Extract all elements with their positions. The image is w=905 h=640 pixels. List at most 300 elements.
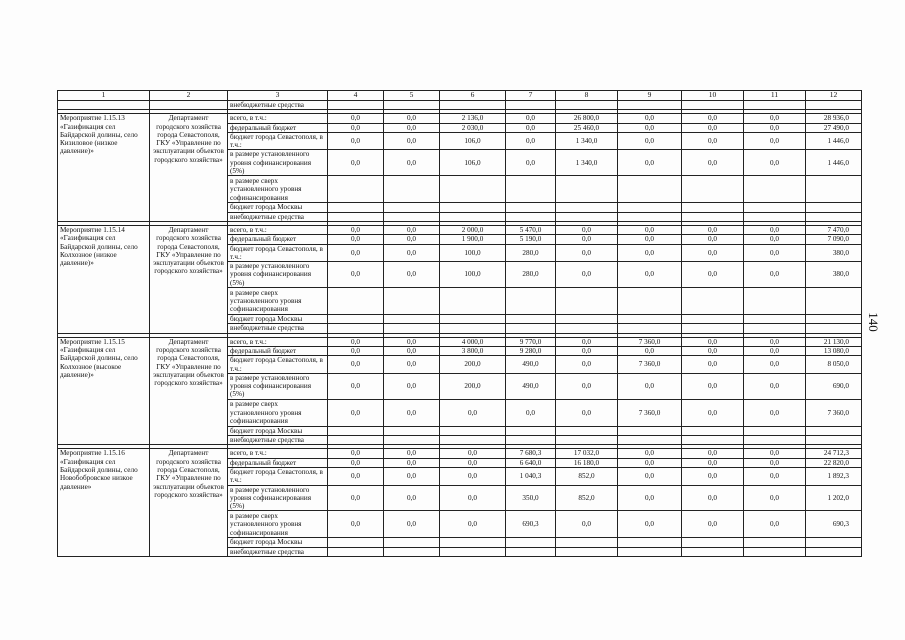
value-cell: 0,0 [682, 244, 744, 262]
row-label: федеральный бюджет [228, 235, 328, 244]
value-cell: 0,0 [384, 356, 440, 374]
value-cell: 690,3 [806, 511, 862, 538]
row-label: внебюджетные средства [228, 547, 328, 556]
value-cell: 0,0 [682, 123, 744, 132]
value-cell: 0,0 [506, 114, 556, 123]
value-cell: 0,0 [618, 114, 682, 123]
column-header: 10 [682, 91, 744, 101]
value-cell [384, 547, 440, 556]
value-cell [440, 538, 506, 547]
value-cell [618, 426, 682, 435]
value-cell: 0,0 [744, 244, 806, 262]
executor-name: Департамент городского хозяйства города Севастополя, ГКУ «Управление по эксплуатации объектов городского хозяйства» [150, 449, 228, 557]
row-label: бюджет города Москвы [228, 426, 328, 435]
value-cell: 0,0 [682, 511, 744, 538]
value-cell: 1 340,0 [556, 132, 618, 150]
value-cell: 0,0 [384, 458, 440, 467]
value-cell: 21 130,0 [806, 337, 862, 346]
value-cell: 0,0 [618, 458, 682, 467]
value-cell [440, 426, 506, 435]
value-cell [682, 176, 744, 203]
value-cell: 0,0 [618, 225, 682, 234]
row-label: в размере сверх установленного уровня софинансирования [228, 511, 328, 538]
value-cell: 24 712,3 [806, 449, 862, 458]
value-cell: 0,0 [744, 132, 806, 150]
value-cell [806, 538, 862, 547]
row-label: в размере установленного уровня софинансирования (5%) [228, 373, 328, 399]
column-header: 6 [440, 91, 506, 101]
value-cell [440, 176, 506, 203]
value-cell: 106,0 [440, 150, 506, 176]
value-cell: 0,0 [744, 114, 806, 123]
value-cell: 16 180,0 [556, 458, 618, 467]
value-cell [806, 203, 862, 212]
value-cell: 5 190,0 [506, 235, 556, 244]
value-cell [806, 315, 862, 324]
value-cell [806, 212, 862, 221]
row-label: в размере установленного уровня софинансирования (5%) [228, 150, 328, 176]
value-cell: 0,0 [618, 449, 682, 458]
row-label: федеральный бюджет [228, 346, 328, 355]
row-label: внебюджетные средства [228, 212, 328, 221]
value-cell: 0,0 [328, 373, 384, 399]
value-cell [806, 288, 862, 315]
row-label: в размере сверх установленного уровня софинансирования [228, 288, 328, 315]
column-header: 11 [744, 91, 806, 101]
value-cell [328, 547, 384, 556]
value-cell: 0,0 [506, 123, 556, 132]
value-cell [506, 315, 556, 324]
value-cell [618, 315, 682, 324]
value-cell: 0,0 [556, 244, 618, 262]
value-cell: 0,0 [328, 399, 384, 426]
value-cell: 0,0 [744, 346, 806, 355]
value-cell [744, 203, 806, 212]
value-cell: 280,0 [506, 262, 556, 288]
value-cell: 0,0 [682, 150, 744, 176]
value-cell [384, 288, 440, 315]
value-cell [682, 436, 744, 445]
value-cell: 0,0 [384, 235, 440, 244]
value-cell: 22 820,0 [806, 458, 862, 467]
value-cell [440, 212, 506, 221]
value-cell: 280,0 [506, 244, 556, 262]
value-cell: 27 490,0 [806, 123, 862, 132]
table-row [58, 337, 862, 346]
row-label: всего, в т.ч.: [228, 114, 328, 123]
value-cell [384, 315, 440, 324]
budget-table [57, 90, 862, 557]
value-cell: 3 800,0 [440, 346, 506, 355]
value-cell: 0,0 [556, 337, 618, 346]
value-cell [440, 436, 506, 445]
value-cell: 0,0 [618, 262, 682, 288]
column-header: 9 [618, 91, 682, 101]
value-cell [440, 203, 506, 212]
value-cell: 0,0 [744, 235, 806, 244]
value-cell: 4 000,0 [440, 337, 506, 346]
value-cell: 6 640,0 [506, 458, 556, 467]
value-cell: 0,0 [328, 485, 384, 511]
value-cell: 0,0 [328, 262, 384, 288]
value-cell: 0,0 [744, 485, 806, 511]
value-cell: 0,0 [682, 114, 744, 123]
value-cell [682, 538, 744, 547]
value-cell [556, 203, 618, 212]
value-cell: 0,0 [682, 132, 744, 150]
value-cell: 0,0 [556, 262, 618, 288]
value-cell: 0,0 [556, 235, 618, 244]
value-cell [556, 176, 618, 203]
value-cell [506, 324, 556, 333]
value-cell [618, 547, 682, 556]
value-cell: 1 900,0 [440, 235, 506, 244]
value-cell: 1 892,3 [806, 467, 862, 485]
column-header: 12 [806, 91, 862, 101]
value-cell: 0,0 [682, 449, 744, 458]
executor-name: Департамент городского хозяйства города Севастополя, ГКУ «Управление по эксплуатации объектов городского хозяйства» [150, 114, 228, 222]
row-label: бюджет города Севастополя, в т.ч.: [228, 467, 328, 485]
value-cell: 380,0 [806, 244, 862, 262]
column-header: 2 [150, 91, 228, 101]
value-cell: 8 050,0 [806, 356, 862, 374]
value-cell [440, 315, 506, 324]
value-cell: 0,0 [440, 458, 506, 467]
value-cell: 0,0 [328, 150, 384, 176]
value-cell [328, 426, 384, 435]
value-cell [744, 547, 806, 556]
value-cell: 0,0 [440, 399, 506, 426]
value-cell: 0,0 [384, 449, 440, 458]
value-cell: 0,0 [682, 262, 744, 288]
value-cell: 0,0 [556, 511, 618, 538]
value-cell: 0,0 [744, 356, 806, 374]
value-cell [744, 212, 806, 221]
value-cell: 0,0 [328, 511, 384, 538]
value-cell: 0,0 [618, 150, 682, 176]
value-cell: 100,0 [440, 262, 506, 288]
value-cell: 0,0 [384, 114, 440, 123]
value-cell: 17 032,0 [556, 449, 618, 458]
value-cell: 1 340,0 [556, 150, 618, 176]
value-cell: 0,0 [744, 337, 806, 346]
value-cell: 7 360,0 [618, 399, 682, 426]
value-cell: 0,0 [618, 373, 682, 399]
table-row [58, 225, 862, 234]
value-cell: 0,0 [682, 225, 744, 234]
value-cell: 490,0 [506, 356, 556, 374]
page-number: 140 [866, 312, 881, 332]
value-cell: 0,0 [556, 399, 618, 426]
value-cell: 5 470,0 [506, 225, 556, 234]
table-row [58, 114, 862, 123]
value-cell [328, 176, 384, 203]
value-cell: 0,0 [384, 346, 440, 355]
value-cell: 852,0 [556, 467, 618, 485]
value-cell: 2 136,0 [440, 114, 506, 123]
value-cell [328, 436, 384, 445]
value-cell: 7 680,3 [506, 449, 556, 458]
value-cell [618, 538, 682, 547]
value-cell [806, 547, 862, 556]
value-cell: 0,0 [384, 337, 440, 346]
value-cell: 0,0 [328, 346, 384, 355]
value-cell: 2 030,0 [440, 123, 506, 132]
row-label: всего, в т.ч.: [228, 225, 328, 234]
measure-name: Мероприятие 1.15.13 «Газификация сел Байдарской долины, село Кизиловое (низкое давление)» [58, 114, 150, 222]
value-cell [556, 538, 618, 547]
column-header: 3 [228, 91, 328, 101]
value-cell [682, 288, 744, 315]
value-cell: 0,0 [506, 399, 556, 426]
value-cell [328, 324, 384, 333]
row-label: бюджет города Москвы [228, 203, 328, 212]
row-label: в размере сверх установленного уровня софинансирования [228, 399, 328, 426]
value-cell: 100,0 [440, 244, 506, 262]
row-label: федеральный бюджет [228, 458, 328, 467]
row-label: бюджет города Москвы [228, 538, 328, 547]
value-cell: 0,0 [440, 467, 506, 485]
row-label: бюджет города Севастополя, в т.ч.: [228, 132, 328, 150]
column-header: 7 [506, 91, 556, 101]
value-cell: 0,0 [384, 485, 440, 511]
value-cell [384, 324, 440, 333]
row-label: бюджет города Севастополя, в т.ч.: [228, 356, 328, 374]
executor-name: Департамент городского хозяйства города Севастополя, ГКУ «Управление по эксплуатации объектов городского хозяйства» [150, 225, 228, 333]
value-cell [384, 426, 440, 435]
value-cell [506, 547, 556, 556]
value-cell [506, 426, 556, 435]
value-cell: 0,0 [744, 458, 806, 467]
value-cell: 0,0 [682, 467, 744, 485]
value-cell: 28 936,0 [806, 114, 862, 123]
value-cell [806, 426, 862, 435]
value-cell: 0,0 [328, 244, 384, 262]
value-cell: 690,0 [806, 373, 862, 399]
value-cell: 0,0 [744, 225, 806, 234]
value-cell: 2 000,0 [440, 225, 506, 234]
value-cell [556, 436, 618, 445]
value-cell [806, 436, 862, 445]
value-cell [440, 288, 506, 315]
value-cell: 0,0 [618, 467, 682, 485]
value-cell: 0,0 [744, 511, 806, 538]
value-cell: 1 446,0 [806, 150, 862, 176]
value-cell [618, 288, 682, 315]
value-cell [744, 426, 806, 435]
value-cell: 0,0 [328, 449, 384, 458]
value-cell [506, 212, 556, 221]
executor-name: Департамент городского хозяйства города Севастополя, ГКУ «Управление по эксплуатации объектов городского хозяйства» [150, 337, 228, 445]
value-cell [744, 288, 806, 315]
column-header: 4 [328, 91, 384, 101]
value-cell: 0,0 [440, 485, 506, 511]
value-cell [384, 203, 440, 212]
column-header: 8 [556, 91, 618, 101]
value-cell: 7 360,0 [806, 399, 862, 426]
value-cell: 0,0 [384, 467, 440, 485]
value-cell: 0,0 [384, 373, 440, 399]
value-cell: 0,0 [618, 132, 682, 150]
value-cell: 0,0 [682, 356, 744, 374]
table-row [58, 449, 862, 458]
value-cell: 13 080,0 [806, 346, 862, 355]
value-cell: 690,3 [506, 511, 556, 538]
value-cell: 350,0 [506, 485, 556, 511]
value-cell [440, 324, 506, 333]
value-cell: 9 280,0 [506, 346, 556, 355]
value-cell: 0,0 [440, 449, 506, 458]
value-cell [556, 212, 618, 221]
value-cell: 490,0 [506, 373, 556, 399]
value-cell [806, 324, 862, 333]
value-cell: 1 040,3 [506, 467, 556, 485]
header-row [58, 91, 862, 101]
value-cell: 200,0 [440, 373, 506, 399]
value-cell [506, 176, 556, 203]
value-cell [618, 212, 682, 221]
value-cell [744, 176, 806, 203]
measure-name: Мероприятие 1.15.15 «Газификация сел Байдарской долины, село Колхозное (высокое давление)» [58, 337, 150, 445]
row-label: бюджет города Севастополя, в т.ч.: [228, 244, 328, 262]
value-cell [328, 315, 384, 324]
value-cell: 0,0 [328, 235, 384, 244]
value-cell [556, 315, 618, 324]
row-label: всего, в т.ч.: [228, 449, 328, 458]
value-cell: 0,0 [682, 346, 744, 355]
value-cell: 1 446,0 [806, 132, 862, 150]
value-cell: 0,0 [384, 225, 440, 234]
value-cell: 0,0 [440, 511, 506, 538]
value-cell: 0,0 [618, 235, 682, 244]
value-cell: 0,0 [682, 373, 744, 399]
value-cell [744, 436, 806, 445]
value-cell: 0,0 [384, 150, 440, 176]
row-label: федеральный бюджет [228, 123, 328, 132]
row-label: внебюджетные средства [228, 101, 328, 110]
value-cell [556, 426, 618, 435]
value-cell [744, 324, 806, 333]
value-cell: 0,0 [506, 150, 556, 176]
value-cell: 0,0 [328, 225, 384, 234]
value-cell [682, 426, 744, 435]
value-cell: 7 360,0 [618, 337, 682, 346]
row-label: в размере сверх установленного уровня софинансирования [228, 176, 328, 203]
value-cell: 0,0 [556, 356, 618, 374]
value-cell: 0,0 [682, 235, 744, 244]
value-cell: 0,0 [618, 511, 682, 538]
value-cell: 0,0 [744, 399, 806, 426]
column-header: 5 [384, 91, 440, 101]
value-cell: 0,0 [618, 485, 682, 511]
value-cell [384, 538, 440, 547]
value-cell: 9 770,0 [506, 337, 556, 346]
value-cell: 0,0 [556, 373, 618, 399]
row-label: в размере установленного уровня софинансирования (5%) [228, 485, 328, 511]
value-cell: 0,0 [328, 123, 384, 132]
value-cell: 0,0 [384, 399, 440, 426]
row-label: внебюджетные средства [228, 436, 328, 445]
value-cell: 200,0 [440, 356, 506, 374]
value-cell: 0,0 [744, 262, 806, 288]
value-cell [556, 324, 618, 333]
value-cell [682, 547, 744, 556]
value-cell: 0,0 [328, 337, 384, 346]
measure-name: Мероприятие 1.15.16 «Газификация сел Байдарской долины, село Новобобровское низкое давление» [58, 449, 150, 557]
value-cell: 0,0 [618, 346, 682, 355]
value-cell [506, 203, 556, 212]
value-cell [618, 324, 682, 333]
value-cell [506, 288, 556, 315]
value-cell: 0,0 [682, 399, 744, 426]
value-cell: 0,0 [744, 449, 806, 458]
measure-name: Мероприятие 1.15.14 «Газификация сел Байдарской долины, село Колхозное (низкое давление)» [58, 225, 150, 333]
value-cell: 106,0 [440, 132, 506, 150]
value-cell: 0,0 [328, 132, 384, 150]
value-cell [682, 315, 744, 324]
value-cell: 852,0 [556, 485, 618, 511]
row-label: в размере установленного уровня софинансирования (5%) [228, 262, 328, 288]
value-cell [682, 212, 744, 221]
value-cell: 0,0 [618, 123, 682, 132]
value-cell: 7 360,0 [618, 356, 682, 374]
value-cell [556, 288, 618, 315]
value-cell: 0,0 [384, 132, 440, 150]
value-cell [328, 212, 384, 221]
value-cell [506, 538, 556, 547]
value-cell: 25 460,0 [556, 123, 618, 132]
value-cell: 26 800,0 [556, 114, 618, 123]
value-cell: 0,0 [682, 485, 744, 511]
value-cell: 0,0 [328, 114, 384, 123]
value-cell [744, 538, 806, 547]
value-cell: 0,0 [328, 458, 384, 467]
value-cell [618, 203, 682, 212]
value-cell: 0,0 [506, 132, 556, 150]
value-cell [618, 436, 682, 445]
value-cell: 0,0 [744, 123, 806, 132]
value-cell [384, 176, 440, 203]
value-cell: 0,0 [384, 262, 440, 288]
value-cell: 0,0 [744, 373, 806, 399]
value-cell: 0,0 [328, 467, 384, 485]
value-cell: 1 202,0 [806, 485, 862, 511]
value-cell [440, 547, 506, 556]
value-cell [682, 324, 744, 333]
value-cell: 0,0 [744, 150, 806, 176]
value-cell: 380,0 [806, 262, 862, 288]
value-cell [682, 203, 744, 212]
value-cell: 0,0 [556, 225, 618, 234]
value-cell [328, 538, 384, 547]
value-cell [556, 547, 618, 556]
value-cell [744, 315, 806, 324]
value-cell [328, 288, 384, 315]
value-cell: 0,0 [744, 467, 806, 485]
row-label: бюджет города Москвы [228, 315, 328, 324]
value-cell: 0,0 [328, 356, 384, 374]
row-label: всего, в т.ч.: [228, 337, 328, 346]
value-cell: 0,0 [682, 337, 744, 346]
value-cell: 0,0 [682, 458, 744, 467]
value-cell: 0,0 [618, 244, 682, 262]
value-cell: 0,0 [384, 244, 440, 262]
column-header: 1 [58, 91, 150, 101]
value-cell: 7 470,0 [806, 225, 862, 234]
value-cell [618, 176, 682, 203]
value-cell: 0,0 [384, 123, 440, 132]
value-cell [384, 436, 440, 445]
